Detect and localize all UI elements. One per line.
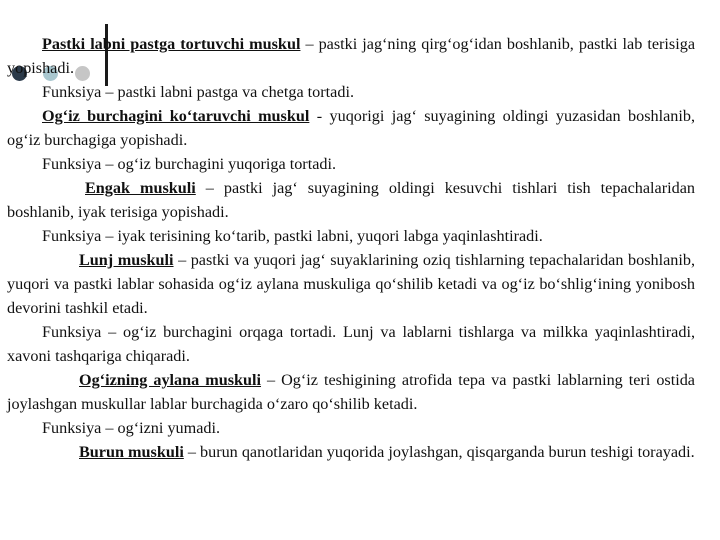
function-text: Funksiya – og‘iz burchagini yuqoriga tortadi. <box>42 155 337 173</box>
paragraph-function <box>7 80 695 104</box>
muscle-description: – pastki jag‘ning qirg‘og‘idan boshlanib, pastki lab terisiga yopishadi. <box>7 35 695 77</box>
muscle-description: – burun qanotlaridan yuqorida joylashgan, qisqarganda burun teshigi torayadi. <box>183 443 695 461</box>
muscle-term: Lunj muskuli <box>79 251 174 269</box>
muscle-description: – pastki jag‘ suyagining oldingi kesuvchi tishlari tish tepachalaridan boshlanib, iyak terisiga yopishadi. <box>7 179 695 221</box>
paragraph-function <box>7 320 695 368</box>
muscle-term: Pastki labni pastga tortuvchi muskul <box>42 35 301 53</box>
function-text: Funksiya – iyak terisining ko‘tarib, pastki labni, yuqori labga yaqinlashtiradi. <box>42 227 543 245</box>
paragraph-orbicularis-oris <box>7 368 695 416</box>
muscle-term: Engak muskuli <box>85 179 196 197</box>
function-text: Funksiya – pastki labni pastga va chetga tortadi. <box>42 83 354 101</box>
muscle-term: Og‘iz burchagini ko‘taruvchi muskul <box>42 107 310 125</box>
muscle-term: Og‘izning aylana muskuli <box>79 371 262 389</box>
paragraph-function <box>7 152 695 176</box>
paragraph-chin-muscle <box>7 176 695 224</box>
paragraph-mouth-angle-elevator <box>7 104 695 152</box>
paragraph-lower-lip-depressor <box>7 32 695 80</box>
paragraph-function <box>7 224 695 248</box>
muscle-description: - yuqorigi jag‘ suyagining oldingi yuzasidan boshlanib, og‘iz burchagiga yopishadi. <box>7 107 695 149</box>
function-text: Funksiya – og‘izni yumadi. <box>42 419 221 437</box>
paragraph-nasal-muscle <box>7 440 695 464</box>
paragraph-function <box>7 416 695 440</box>
muscle-description: – pastki va yuqori jag‘ suyaklarining oziq tishlarning tepachalaridan boshlanib, yuqori va pastki lablar sohasida og‘iz aylana muskuliga qo‘shilib ketadi va og‘iz bo‘shlig‘ining yonibosh devorini tashkil etadi. <box>7 251 695 317</box>
muscle-description: – Og‘iz teshigining atrofida tepa va pastki lablarning teri ostida joylashgan muskullar lablar burchagida o‘zaro qo‘shilib ketadi. <box>7 371 695 413</box>
muscle-term: Burun muskuli <box>79 443 184 461</box>
paragraph-buccinator <box>7 248 695 320</box>
function-text: Funksiya – og‘iz burchagini orqaga tortadi. Lunj va lablarni tishlarga va milkka yaqinlashtiradi, xavoni tashqariga chiqaradi. <box>7 323 695 365</box>
document-body <box>7 32 695 464</box>
